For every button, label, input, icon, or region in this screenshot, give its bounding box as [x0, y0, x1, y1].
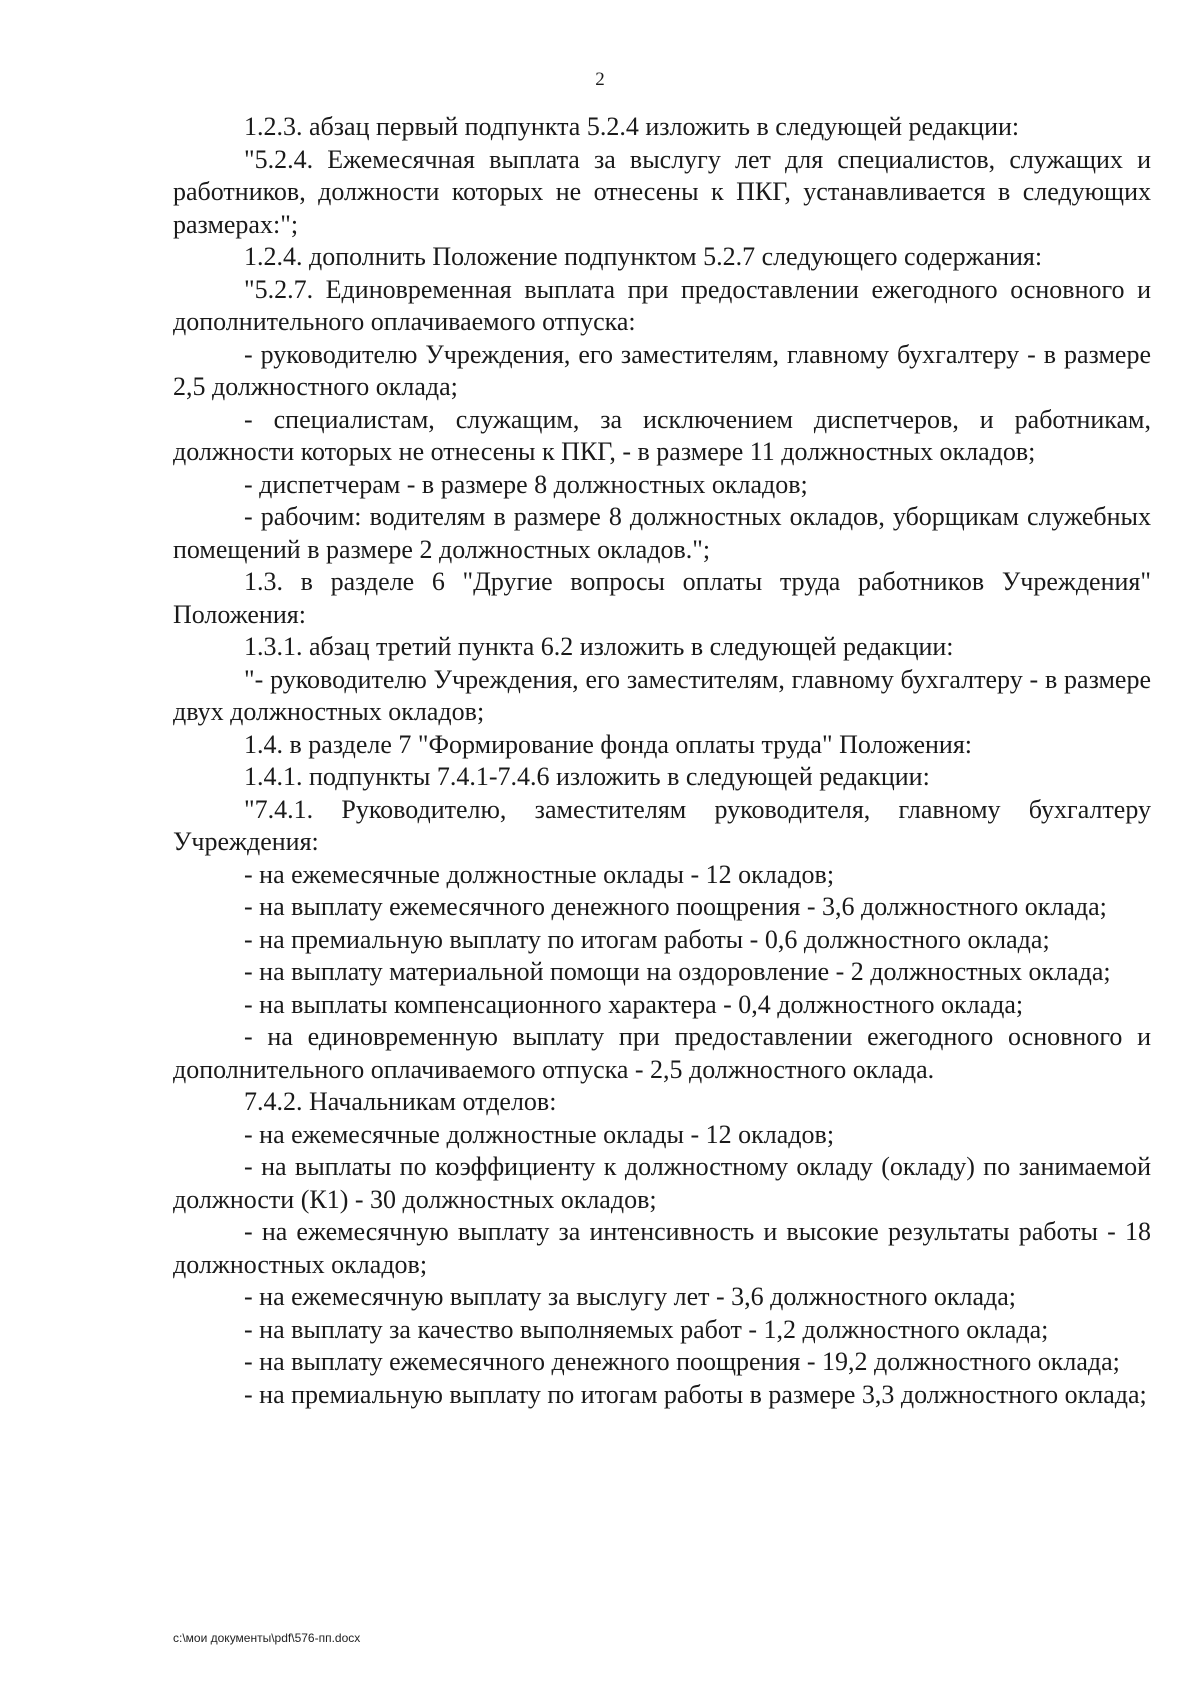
paragraph: - на премиальную выплату по итогам работы в размере 3,3 должностного оклада;: [244, 1379, 1147, 1409]
paragraph: - на выплату ежемесячного денежного поощрения - 19,2 должностного оклада;: [244, 1347, 1120, 1376]
paragraph: 1.3.1. абзац третий пункта 6.2 изложить в следующей редакции:: [244, 632, 954, 661]
paragraph: 1.2.3. абзац первый подпункта 5.2.4 изложить в следующей редакции:: [244, 112, 1020, 141]
paragraph: - на единовременную выплату при предоставлении ежегодного основного и дополнительного оплачиваемого отпуска - 2,5 должностного оклада.: [173, 1022, 1151, 1084]
paragraph: 7.4.2. Начальникам отделов:: [244, 1087, 557, 1116]
paragraph: "- руководителю Учреждения, его заместителям, главному бухгалтеру - в размере двух должностных окладов;: [173, 664, 1151, 726]
paragraph: - на выплату материальной помощи на оздоровление - 2 должностных оклада;: [244, 957, 1111, 986]
paragraph: 1.4. в разделе 7 "Формирование фонда оплаты труда" Положения:: [244, 729, 972, 759]
paragraph: - на ежемесячные должностные оклады - 12 окладов;: [244, 1119, 835, 1149]
document-body: [173, 111, 1151, 1411]
paragraph: - на выплаты компенсационного характера - 0,4 должностного оклада;: [244, 989, 1024, 1019]
paragraph: - рабочим: водителям в размере 8 должностных окладов, уборщикам служебных помещений в размере 2 должностных окладов.";: [173, 502, 1151, 564]
paragraph: 1.3. в разделе 6 "Другие вопросы оплаты труда работников Учреждения" Положения:: [173, 567, 1151, 629]
paragraph: - на выплату ежемесячного денежного поощрения - 3,6 должностного оклада;: [244, 892, 1107, 921]
paragraph: "5.2.4. Ежемесячная выплата за выслугу лет для специалистов, служащих и работников, должности которых не отнесены к ПКГ, устанавливается в следующих размерах:";: [173, 144, 1151, 239]
paragraph: "5.2.7. Единовременная выплата при предоставлении ежегодного основного и дополнительного оплачиваемого отпуска:: [173, 274, 1151, 336]
paragraph: - руководителю Учреждения, его заместителям, главному бухгалтеру - в размере 2,5 должностного оклада;: [173, 339, 1151, 401]
paragraph: 1.4.1. подпункты 7.4.1-7.4.6 изложить в следующей редакции:: [244, 762, 930, 791]
paragraph: - специалистам, служащим, за исключением диспетчеров, и работникам, должности которых не отнесены к ПКГ, - в размере 11 должностных окладов;: [173, 404, 1151, 466]
footer-file-path: c:\мои документы\pdf\576-пп.docx: [173, 1631, 361, 1645]
paragraph: 1.2.4. дополнить Положение подпунктом 5.2.7 следующего содержания:: [244, 242, 1043, 271]
paragraph: - диспетчерам - в размере 8 должностных окладов;: [244, 469, 808, 499]
page-number: 2: [595, 69, 605, 90]
paragraph: - на ежемесячную выплату за интенсивность и высокие результаты работы - 18 должностных окладов;: [173, 1217, 1151, 1279]
paragraph: - на выплаты по коэффициенту к должностному окладу (окладу) по занимаемой должности (К1) - 30 должностных окладов;: [173, 1152, 1151, 1214]
paragraph: - на ежемесячную выплату за выслугу лет - 3,6 должностного оклада;: [244, 1282, 1017, 1311]
paragraph: - на выплату за качество выполняемых работ - 1,2 должностного оклада;: [244, 1314, 1049, 1344]
paragraph: - на ежемесячные должностные оклады - 12 окладов;: [244, 859, 835, 889]
paragraph: "7.4.1. Руководителю, заместителям руководителя, главному бухгалтеру Учреждения:: [173, 794, 1151, 856]
paragraph: - на премиальную выплату по итогам работы - 0,6 должностного оклада;: [244, 924, 1050, 954]
